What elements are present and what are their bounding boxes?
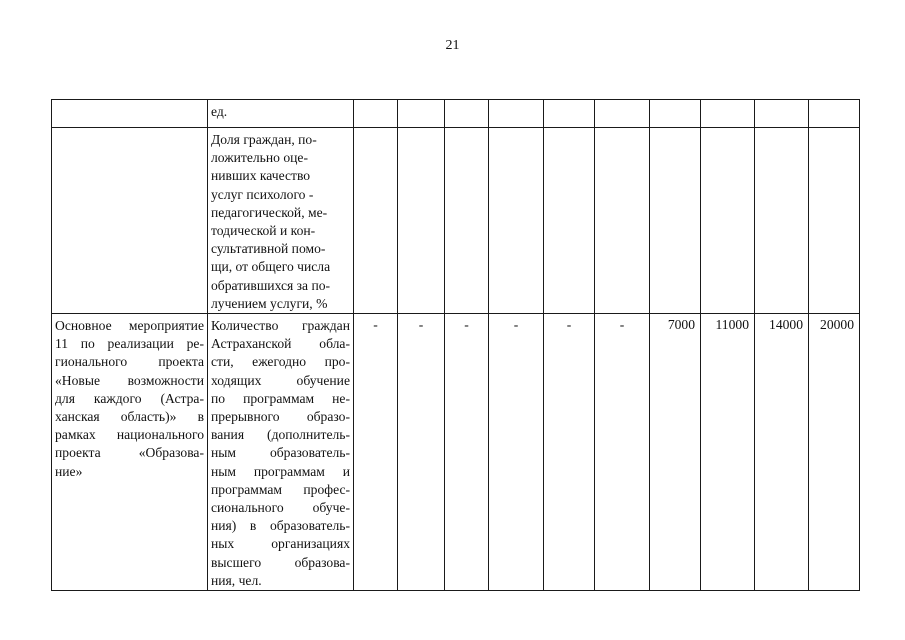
table-row bbox=[52, 128, 860, 314]
indicator-text-line: Количество граждан bbox=[211, 318, 350, 334]
event-text-line: 11 по реализации ре- bbox=[55, 336, 204, 352]
value-cell: 7000 bbox=[650, 314, 701, 591]
event-text-line: ханская область)» в bbox=[55, 409, 204, 425]
indicator-text-line: услуг психолого - bbox=[211, 186, 314, 202]
indicator-text-line: сультативной помо- bbox=[211, 241, 326, 257]
indicator-text-line: ходящих обучение bbox=[211, 372, 350, 388]
page-number: 21 bbox=[445, 38, 460, 53]
value-cell bbox=[354, 128, 398, 314]
indicator-cell bbox=[208, 314, 354, 591]
indicator-text-line: сти, ежегодно про- bbox=[211, 354, 350, 370]
indicator-text-line: программам профес- bbox=[211, 481, 350, 497]
value-cell: - bbox=[354, 314, 398, 591]
value-cell bbox=[595, 100, 650, 128]
value-cell: 14000 bbox=[755, 314, 809, 591]
indicator-text-line: сионального обуче- bbox=[211, 500, 350, 516]
indicators-table bbox=[51, 99, 860, 591]
indicator-text-line: по программам не- bbox=[211, 390, 350, 406]
indicator-text-line: щи, от общего числа bbox=[211, 259, 331, 275]
event-cell bbox=[52, 100, 208, 128]
indicator-text-line: ных организациях bbox=[211, 536, 350, 552]
table-row bbox=[52, 100, 860, 128]
value-cell bbox=[755, 100, 809, 128]
indicator-text-line: Астраханской обла- bbox=[211, 336, 350, 352]
event-text-line: «Новые возможности bbox=[55, 372, 204, 388]
event-text-line: гионального проекта bbox=[55, 354, 204, 370]
value-cell bbox=[544, 100, 595, 128]
indicator-text-line: прерывного образо- bbox=[211, 409, 350, 425]
indicator-text-line: Доля граждан, по- bbox=[211, 132, 317, 147]
value-cell bbox=[489, 100, 544, 128]
value-cell: - bbox=[544, 314, 595, 591]
value-cell bbox=[354, 100, 398, 128]
value-cell bbox=[809, 128, 860, 314]
indicator-text-line: педагогической, ме- bbox=[211, 204, 328, 220]
value-cell bbox=[650, 100, 701, 128]
value-cell bbox=[544, 128, 595, 314]
indicator-text-line: ложительно оце- bbox=[211, 150, 308, 166]
value-cell bbox=[595, 128, 650, 314]
indicator-text-line: лучением услуги, % bbox=[211, 295, 328, 311]
event-text-line: рамках национального bbox=[55, 427, 204, 443]
indicator-text-line: ным образователь- bbox=[211, 445, 350, 461]
indicator-text-line: вания (дополнитель- bbox=[211, 427, 350, 443]
value-cell bbox=[445, 100, 489, 128]
indicator-text-line: ед. bbox=[211, 104, 228, 119]
indicator-text-line: ния, чел. bbox=[211, 572, 262, 588]
value-cell bbox=[701, 100, 755, 128]
value-cell bbox=[809, 100, 860, 128]
event-text-line: для каждого (Астра- bbox=[55, 390, 204, 406]
indicator-cell bbox=[208, 128, 354, 314]
value-cell bbox=[398, 128, 445, 314]
value-cell bbox=[650, 128, 701, 314]
value-cell: - bbox=[445, 314, 489, 591]
value-cell bbox=[398, 100, 445, 128]
value-cell: 20000 bbox=[809, 314, 860, 591]
event-text-line: ние» bbox=[55, 463, 83, 479]
event-text-line: Основное мероприятие bbox=[55, 318, 204, 334]
indicator-text-line: тодической и кон- bbox=[211, 223, 316, 239]
table-row bbox=[52, 314, 860, 591]
value-cell bbox=[755, 128, 809, 314]
indicator-text-line: обратившихся за по- bbox=[211, 277, 331, 293]
indicator-cell bbox=[208, 100, 354, 128]
value-cell: - bbox=[595, 314, 650, 591]
indicator-text-line: нивших качество bbox=[211, 168, 311, 184]
event-cell bbox=[52, 314, 208, 591]
value-cell bbox=[489, 128, 544, 314]
indicator-text-line: ным программам и bbox=[211, 463, 350, 479]
event-cell bbox=[52, 128, 208, 314]
indicator-text-line: высшего образова- bbox=[211, 554, 350, 570]
value-cell: 11000 bbox=[701, 314, 755, 591]
indicator-text-line: ния) в образователь- bbox=[211, 518, 350, 534]
value-cell: - bbox=[489, 314, 544, 591]
event-text-line: проекта «Образова- bbox=[55, 445, 204, 461]
value-cell: - bbox=[398, 314, 445, 591]
value-cell bbox=[445, 128, 489, 314]
value-cell bbox=[701, 128, 755, 314]
